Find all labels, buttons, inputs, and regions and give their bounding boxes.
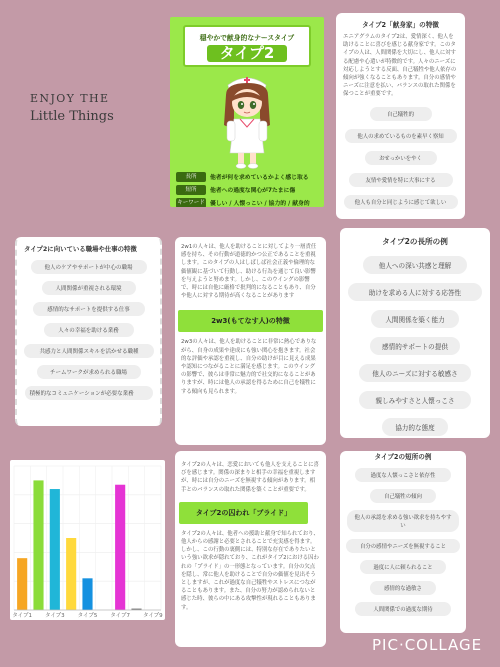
enjoy-line1: ENJOY THE [30,92,110,105]
hero-row-keyword [176,197,318,207]
watermark-logo: PIC·COLLAGE [372,636,483,654]
hero-row-value: 他者への過度な関心が7たまに傷 [210,188,296,194]
hero-row-weakness [176,184,318,195]
strengths-pill: 人間関係を築く能力 [371,310,459,328]
hero-row-label: キーワード [177,199,205,206]
trap-body-1: タイプ2の人々は、恋愛においても他人を支えることに喜びを感じます。関係の深まりと相手の幸福を重視しますが、時には自分のニーズを無視する傾向があります。相手とのバランスの取れた関係を築くことが重要です。 [181,462,319,493]
chart-bar [66,538,76,610]
hero-title: タイプ2 [207,45,287,62]
chart-bar [50,489,60,610]
hero-row-label: 長所 [176,172,206,182]
feature-card [336,13,465,219]
nurse-illustration [214,69,280,169]
jobs-pill: チームワークが求められる職場 [37,365,141,379]
hero-row-value: 優しい / 人懐っこい / 協力的 / 献身的 [210,201,310,207]
strengths-pill: 助けを求める人に対する応答性 [348,283,482,301]
jobs-pill: 人々の幸福を助ける業務 [44,323,134,337]
chart-tick-label: タイプ9 [142,613,163,619]
chart-tick-label: タイプ3 [44,613,65,619]
chart-bar [115,485,125,610]
strengths-card [340,228,490,438]
hero-subtitle: 穏やかで献身的なナースタイプ [199,34,295,42]
hero-info-rows [176,171,318,207]
feature-pill: おせっかいをやく [365,151,437,165]
strengths-pill: 他人のニーズに対する敏感さ [359,364,471,382]
strengths-pill: 親しみやすさと人懐っこさ [359,391,471,409]
weakness-pill: 他人の承認を求める強い欲求を持ちやすい [347,510,459,532]
weakness-pill: 過度に人に頼られること [360,560,446,574]
wing-heading: 2w3(もてなす人)の特徴 [178,310,323,332]
wing-card [175,237,326,445]
feature-title: タイプ2「献身家」の特徴 [362,21,439,29]
chart-bar [33,480,43,610]
weakness-card [340,451,466,633]
jobs-card [15,237,162,426]
chart-bar [17,558,27,610]
jobs-pill: 共感力と人間関係スキルを活かせる職種 [24,344,154,358]
weakness-pill: 人間関係での過度な期待 [355,602,451,616]
wing-body-1: 2w1の人々は、他人を助けることに対してより一層責任感を持ち、その行動が道徳的かつ公正であることを重視します。このタイプの人はしばしば社会正義や倫理的な価値観に基づいて行動し、助ける行為を通じて良い影響を与えようと努めます。しかし、このウイングの影響で、時には自他に厳格で批判的になることもあり、自分や他人に対する期待が高くなることがあります [181,244,317,300]
weakness-pill: 自分の感情やニーズを無視すること [346,539,460,553]
enjoy-text [30,92,150,124]
hero-title-tag [183,25,311,67]
wing-body-2: 2w3の人々は、他人を助けることに非常に熱心でありながら、自身の成果や達成にも強い関心を抱きます。社会的な評価や承認を重視し、自分の助けが目に見える成果や認知につながることに満足を感じます。このウイングの影響で、彼らは非常に魅力的で社交的になることがありますが、時には他人の承認を得るために自己を犠牲にする傾向も見られます。 [181,339,317,395]
trap-heading: タイプ2の囚われ「プライド」 [179,502,308,524]
strengths-pill: 他人への深い共感と理解 [363,256,467,274]
strengths-pill: 協力的な態度 [382,418,448,436]
chart-bar [82,578,92,610]
trap-body-2: タイプ2の人々は、他者への援助と献身で知られており、他人からの感謝と必要とされることで充実感を得ます。しかし、この行動の裏側には、特別な存在でありたいという強い欲求が隠れており、これがタイプ2における囚われの「プライド」の一形態となっています。自分の欠点を隠し、常に他人を助けることで自分の価値を見出そうとしますが、これが過度な自己犠牲やストレスにつながることもあります。また、自分の努力が認められないと感じた時、彼らの中にある攻撃性が現れることもあります。 [181,530,319,611]
weakness-title: タイプ2の短所の例 [374,453,432,461]
hero-panel [170,17,324,207]
hero-row-value: 他者が何を求めているかよく感じ取る [210,175,309,181]
feature-pill: 他人も自分と同じように感じて欲しい [344,195,458,209]
jobs-title: タイプ2に向いている職場や仕事の特徴 [24,245,137,253]
strengths-title: タイプ2の長所の例 [382,237,448,246]
jobs-pill: 他人のケアやサポートが中心の職場 [31,260,147,274]
chart-tick-label: タイプ1 [12,613,33,619]
jobs-pill: 人間関係が重視される環境 [42,281,136,295]
weakness-pill: 過度な人懐っこさと依存性 [355,468,451,482]
trap-card [175,451,326,647]
bar-chart [10,460,165,620]
feature-pill: 自己犠牲的 [370,107,432,121]
chart-card [10,460,165,620]
weakness-pill: 自己犠牲の傾向 [370,489,436,503]
hero-row-strength [176,171,318,182]
feature-pill: 他人の求めているものを素早く察知 [345,129,457,143]
jobs-pill: 感情的なサポートを提供する仕事 [33,302,145,316]
feature-pill: 友情や愛情を特に大事にする [349,173,453,187]
enjoy-line2: Little Things [30,109,114,124]
chart-tick-label: タイプ5 [77,613,98,619]
strengths-pill: 感情的サポートの提供 [370,337,460,355]
feature-body: エニアグラムのタイプ2は、愛情深く、他人を助けることに喜びを感じる献身家です。このタイプの人は、人間関係を大切にし、他人に対する配慮や心遣いが特徴的です。人々のニーズに対応しようとする反面、自己犠牲や他人依存の傾向が強くなることもあります。自分の感情やニーズに注意を払い、バランスの取れた関係を保つことが重要です。 [343,34,457,98]
chart-tick-label: タイプ7 [110,613,131,619]
weakness-pill: 感情的な過敏さ [370,581,436,595]
hero-row-label: 短所 [176,185,206,195]
jobs-pill: 積極的なコミュニケーションが必要な業務 [25,386,153,400]
